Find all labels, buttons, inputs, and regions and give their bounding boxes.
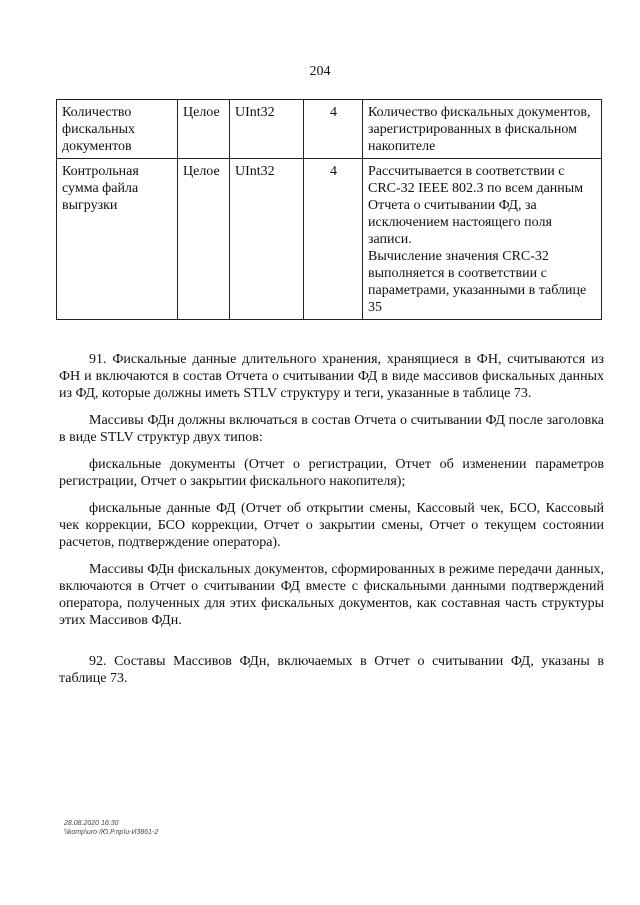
paragraph-91: 91. Фискальные данные длительного хранения, хранящиеся в ФН, считываются из ФН и включаются в состав Отчета о считывании ФД в виде массивов фискальных данных из ФД, которые должны иметь STLV структуру и теги, указанные в таблице 73. <box>59 352 604 401</box>
footer-timestamp: 28.08.2020 16:30 <box>64 820 119 827</box>
table-row <box>57 159 602 320</box>
data-table <box>56 99 602 320</box>
paragraph-92: 92. Составы Массивов ФДн, включаемых в Отчет о считывании ФД, указаны в таблице 73. <box>59 654 604 686</box>
field-length-cell: 4 <box>304 100 363 159</box>
description-text: Рассчитывается в соответствии с CRC-32 IEEE 802.3 по всем данным Отчета о считывании ФД, за исключением настоящего поля записи. <box>368 164 584 247</box>
field-description-cell <box>363 159 602 320</box>
field-form-cell: Целое <box>178 100 230 159</box>
paragraph: Массивы ФДн должны включаться в состав Отчета о считывании ФД после заголовка в виде STLV структур двух типов: <box>59 413 604 445</box>
paragraph: Массивы ФДн фискальных документов, сформированных в режиме передачи данных, включаются в Отчет о считывании ФД вместе с фискальными данными подтверждений оператора, полученных для этих фискальных документов, как составная часть структуры этих Массивов ФДн. <box>59 562 604 628</box>
description-text-continued: Вычисление значения CRC-32 выполняется в соответствии с параметрами, указанными в таблице 35 <box>368 249 587 315</box>
paragraph: фискальные данные ФД (Отчет об открытии смены, Кассовый чек, БСО, Кассовый чек коррекции, БСО коррекции, Отчет о закрытии смены, Отчет о текущем состоянии расчетов, подтверждение оператора). <box>59 501 604 550</box>
page-number: 204 <box>309 64 331 79</box>
field-length-cell: 4 <box>304 159 363 320</box>
footer-stamp <box>64 819 158 837</box>
field-type-cell: UInt32 <box>230 159 304 320</box>
body-text <box>59 351 604 697</box>
field-name-cell: Контрольная сумма файла выгрузки <box>57 159 178 320</box>
footer-file-path: \\komp\uro /Ю.Р.пр\и-И3861-2 <box>64 829 159 836</box>
field-name-cell: Количество фискальных документов <box>57 100 178 159</box>
table-row <box>57 100 602 159</box>
field-form-cell: Целое <box>178 159 230 320</box>
field-description-cell: Количество фискальных документов, зарегистрированных в фискальном накопителе <box>363 100 602 159</box>
field-type-cell: UInt32 <box>230 100 304 159</box>
paragraph: фискальные документы (Отчет о регистрации, Отчет об изменении параметров регистрации, Отчет о закрытии фискального накопителя); <box>59 457 604 489</box>
